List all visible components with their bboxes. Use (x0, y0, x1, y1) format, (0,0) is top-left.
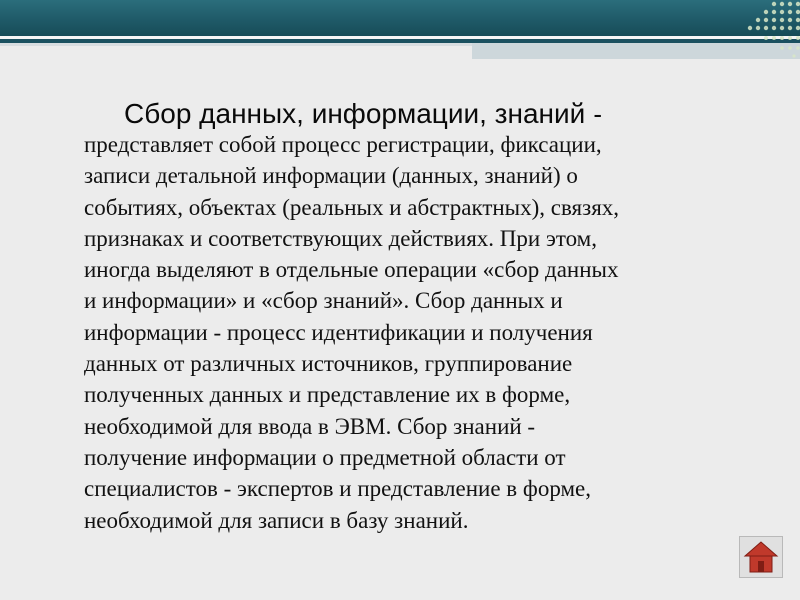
body-line: иногда выделяют в отдельные операции «сбор данных (84, 257, 619, 283)
body-line: получение информации о предметной области от (84, 444, 566, 470)
body-line: событиях, объектах (реальных и абстрактных), связях, (84, 194, 620, 220)
body-line: и информации» и «сбор знаний». Сбор данных и (84, 288, 563, 314)
title-line (84, 96, 756, 132)
body-line: записи детальной информации (данных, знаний) о (84, 163, 578, 189)
slide-title: Сбор данных, информации, знаний (124, 98, 586, 129)
header-stripe-light (0, 43, 472, 46)
body-line: необходимой для ввода в ЭВМ. Сбор знаний - (84, 413, 536, 439)
body-line: признаках и соответствующих действиях. При этом, (84, 225, 597, 251)
body-line: данных от различных источников, группирование (84, 351, 573, 377)
header-bar (0, 0, 800, 36)
home-icon (740, 537, 782, 577)
home-button[interactable] (739, 536, 783, 578)
body-line: специалистов - экспертов и представление в форме, (84, 476, 591, 502)
body-line: необходимой для записи в базу знаний. (84, 507, 469, 533)
body-line: представляет собой процесс регистрации, фиксации, (84, 132, 602, 157)
body-line: информации - процесс идентификации и получения (84, 319, 593, 345)
title-dash: - (593, 99, 602, 129)
slide-content (84, 96, 756, 536)
decorative-dots (708, 0, 800, 60)
body-line: полученных данных и представление их в форме, (84, 382, 571, 408)
body-paragraph (84, 129, 756, 536)
